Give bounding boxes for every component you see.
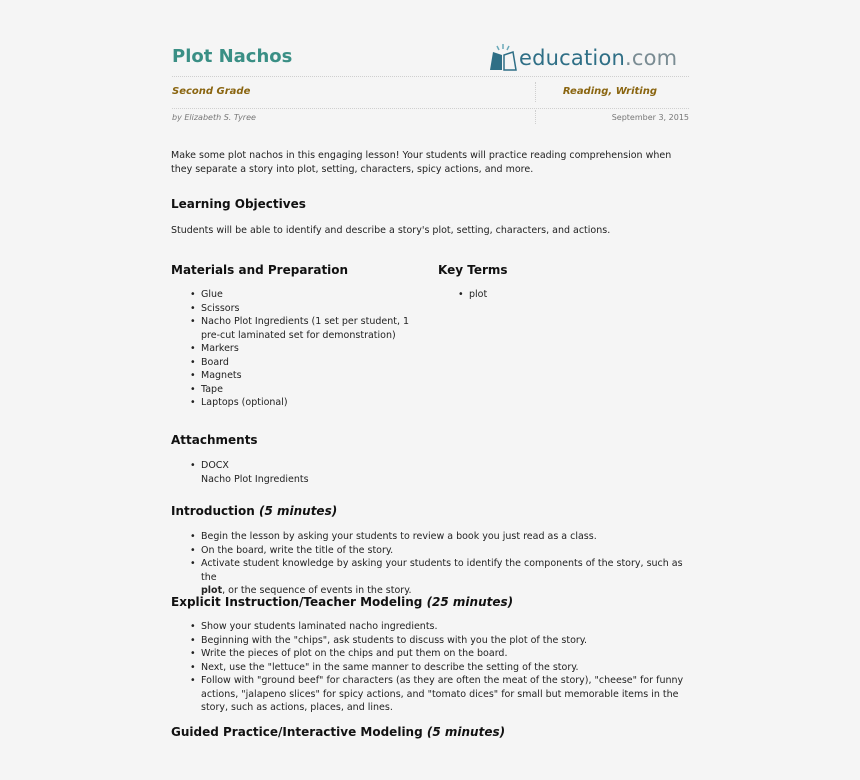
list-item: • Tape [189, 383, 429, 397]
list-item: • Magnets [189, 369, 429, 383]
section-title: Explicit Instruction/Teacher Modeling [171, 595, 423, 609]
publish-date: September 3, 2015 [611, 113, 689, 122]
explicit-instruction-heading [171, 595, 513, 609]
list-item [189, 674, 694, 715]
guided-practice-heading [171, 725, 505, 739]
materials-list [189, 288, 429, 410]
list-item: • Write the pieces of plot on the chips and put them on the board. [189, 647, 694, 661]
list-item: • On the board, write the title of the story. [189, 544, 694, 558]
education-com-logo[interactable] [488, 42, 677, 74]
logo-wordmark [519, 46, 677, 70]
list-item-text: , or the sequence of events in the story. [222, 585, 412, 596]
introduction-list [189, 530, 694, 598]
author-byline: by Elizabeth S. Tyree [172, 113, 256, 122]
list-item: • Show your students laminated nacho ingredients. [189, 620, 694, 634]
introduction-heading [171, 504, 337, 518]
list-item-line: • Activate student knowledge by asking your students to identify the components of the story, such as the [201, 558, 683, 583]
list-item: • Glue [189, 288, 429, 302]
list-item-line: • Follow with "ground beef" for characters (as they are often the meat of the story), "cheese" for funny [201, 675, 684, 686]
list-item: • plot [457, 288, 657, 302]
attachments-list [189, 459, 429, 486]
list-item: • Markers [189, 342, 429, 356]
list-item-line: • Nacho Plot Ingredients (1 set per student, 1 [201, 316, 410, 327]
list-item: • Begin the lesson by asking your students to review a book you just read as a class. [189, 530, 694, 544]
list-item [189, 557, 694, 598]
attachment-type: • DOCX [201, 460, 229, 471]
page-title: Plot Nachos [172, 46, 293, 67]
list-item-line: actions, "jalapeno slices" for spicy actions, and "tomato dices" for small but memorable items in the [201, 688, 679, 700]
bold-term: plot [201, 585, 223, 596]
section-duration: (25 minutes) [426, 595, 514, 609]
section-title: Introduction [171, 504, 255, 518]
key-terms-heading: Key Terms [438, 263, 508, 277]
subjects-label: Reading, Writing [562, 86, 657, 97]
intro-paragraph: Make some plot nachos in this engaging lesson! Your students will practice reading comprehension when they separate a story into plot, setting, characters, spicy actions, and more. [171, 150, 672, 175]
learning-objectives-text: Students will be able to identify and describe a story's plot, setting, characters, and actions. [171, 225, 611, 236]
list-item: • Board [189, 356, 429, 370]
learning-objectives-heading: Learning Objectives [171, 197, 306, 211]
attachments-heading: Attachments [171, 433, 258, 447]
divider [535, 82, 536, 102]
divider [172, 108, 689, 109]
attachment-link[interactable]: Nacho Plot Ingredients [201, 473, 309, 485]
section-duration: (5 minutes) [258, 504, 338, 518]
list-item-line: pre-cut laminated set for demonstration) [201, 329, 396, 341]
divider [535, 110, 536, 124]
explicit-instruction-list [189, 620, 694, 715]
list-item-line: story, such as actions, places, and lines. [201, 702, 393, 713]
section-duration: (5 minutes) [426, 725, 506, 739]
logo-wordmark-main: education [519, 46, 626, 70]
list-item: • Laptops (optional) [189, 396, 429, 410]
section-title: Guided Practice/Interactive Modeling [171, 725, 423, 739]
list-item: • Scissors [189, 302, 429, 316]
list-item: • Beginning with the "chips", ask students to discuss with you the plot of the story. [189, 634, 694, 648]
materials-heading: Materials and Preparation [171, 263, 349, 277]
divider [172, 76, 689, 77]
attachment-item[interactable] [189, 459, 429, 486]
logo-wordmark-tld: .com [625, 46, 678, 70]
grade-label: Second Grade [172, 86, 251, 97]
list-item [189, 315, 429, 342]
key-terms-list [457, 288, 657, 302]
book-logo-icon [488, 43, 518, 73]
list-item: • Next, use the "lettuce" in the same manner to describe the setting of the story. [189, 661, 694, 675]
